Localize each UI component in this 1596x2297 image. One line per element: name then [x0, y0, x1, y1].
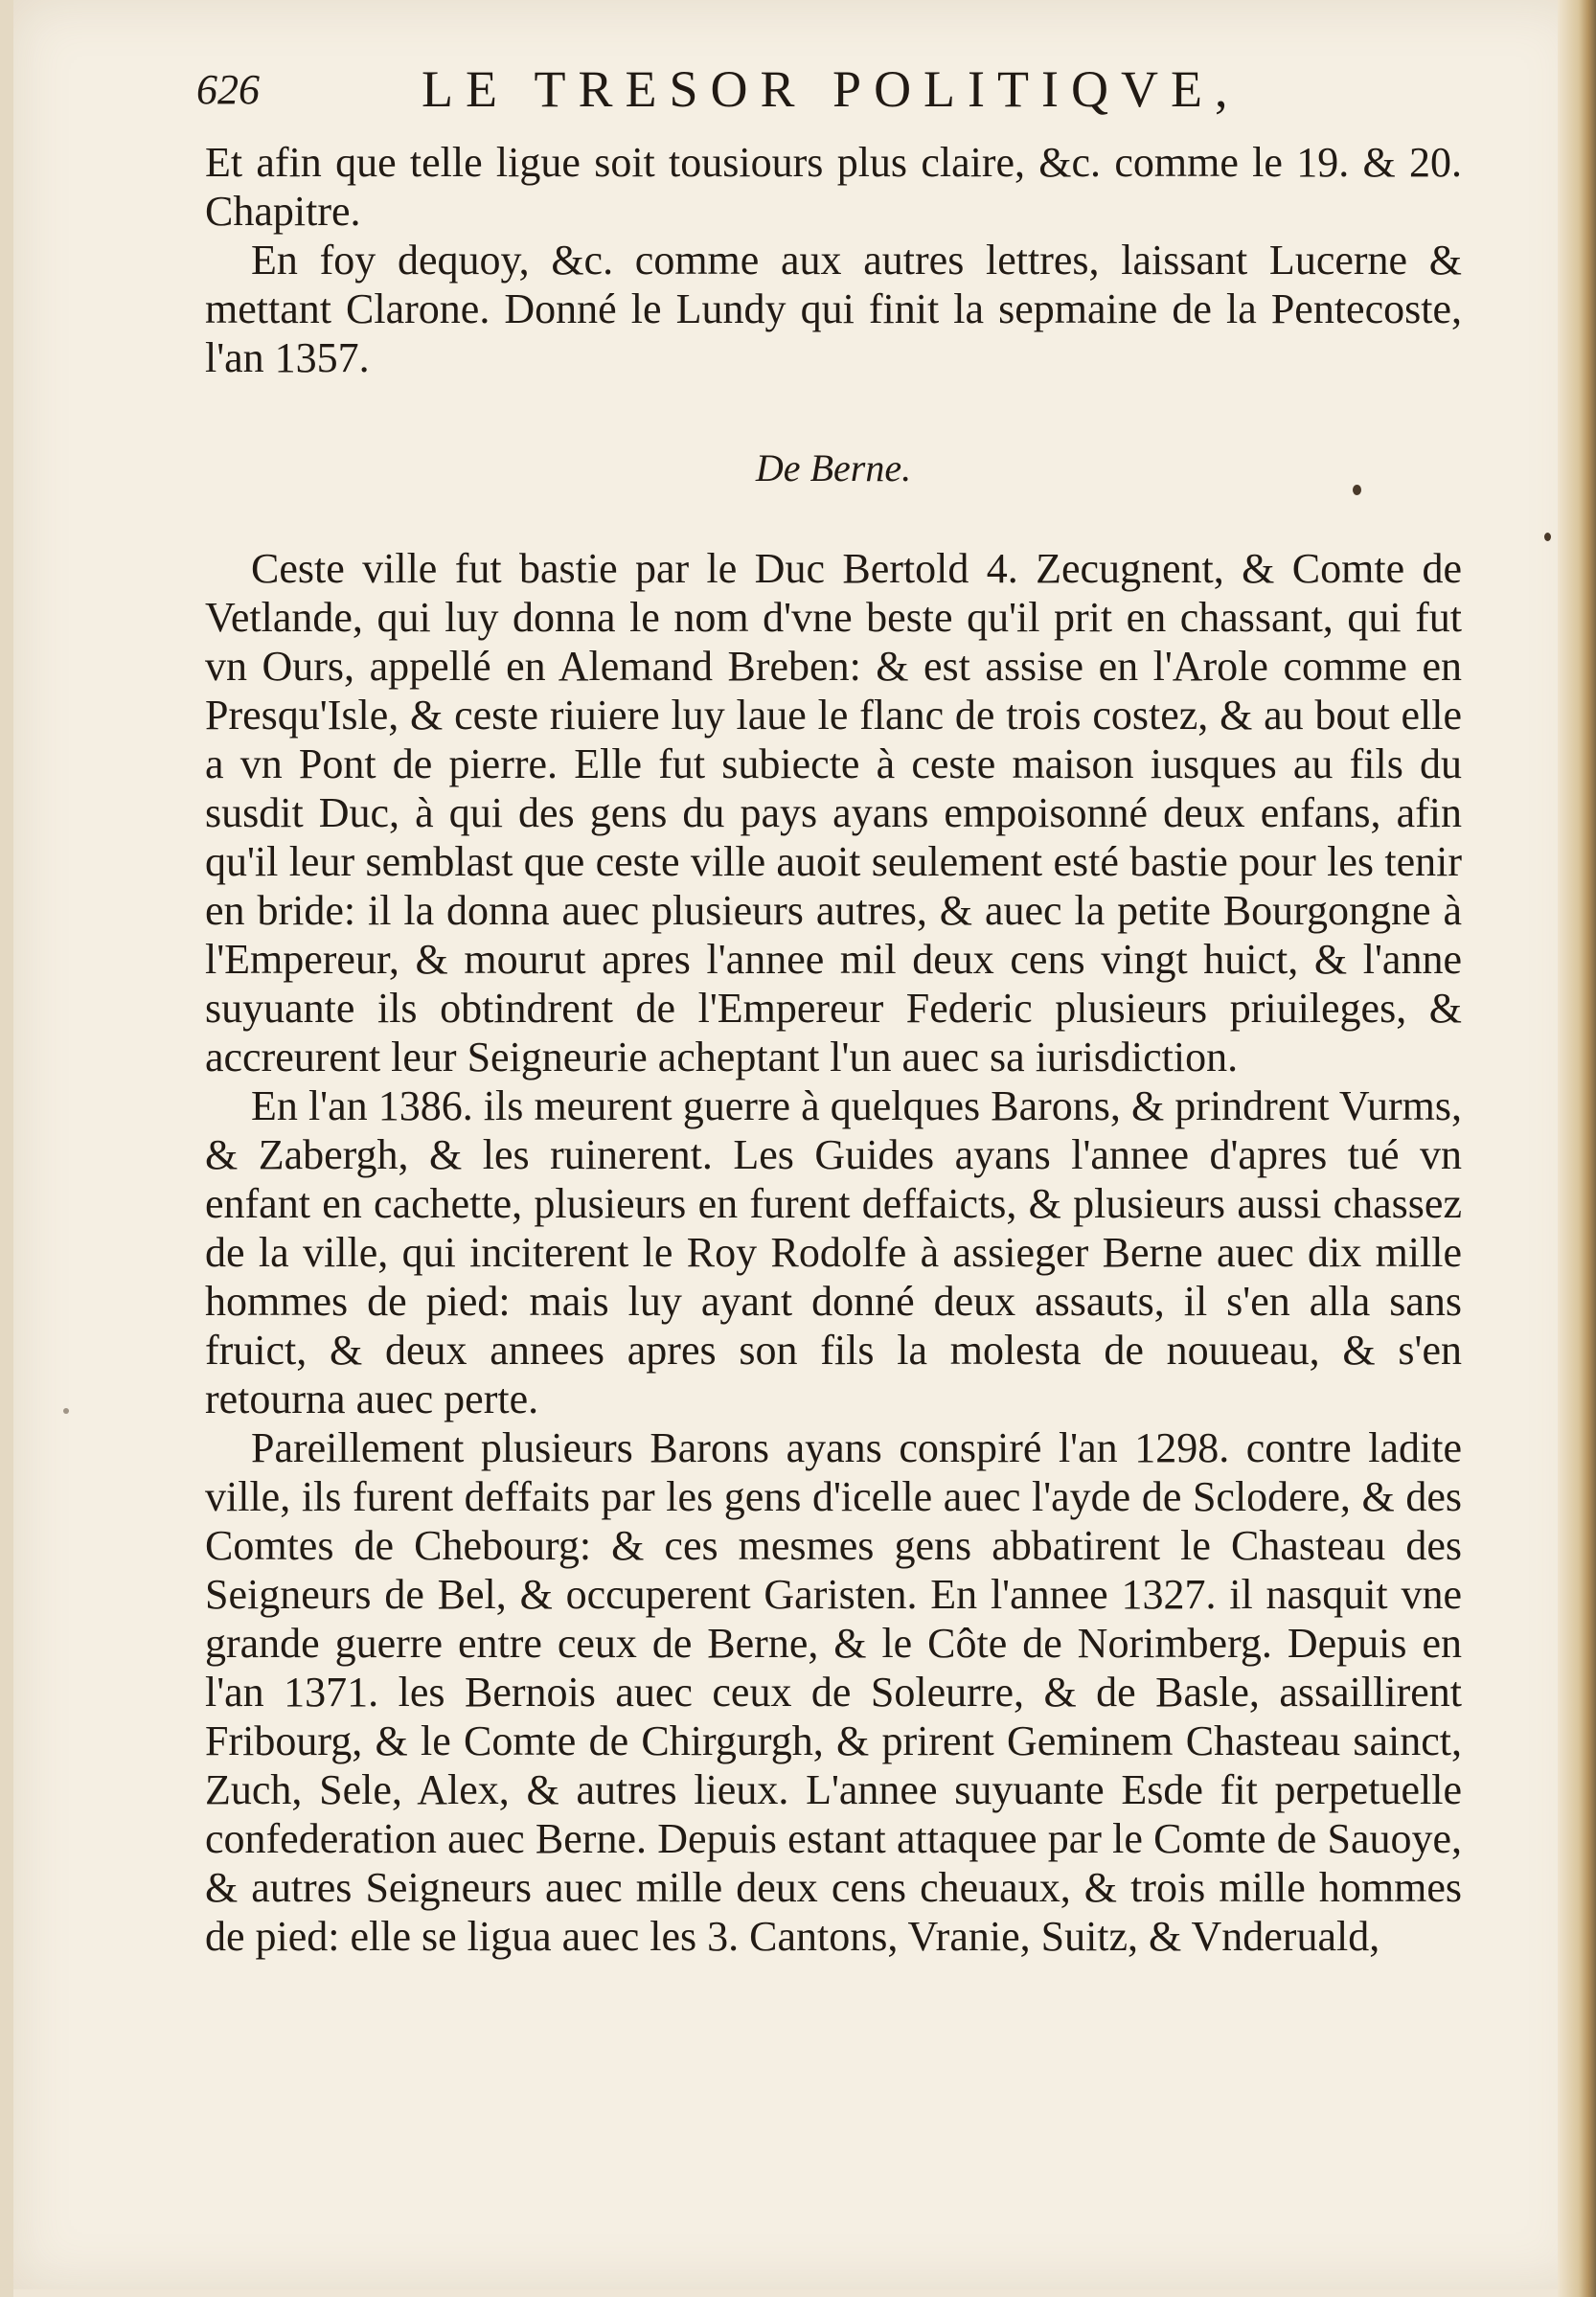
page-edge	[1558, 0, 1596, 2297]
text-block-top	[205, 138, 1462, 382]
paragraph: Ceste ville fut bastie par le Duc Bertold 4. Zecugnent, & Comte de Vetlande, qui luy donna le nom d'vne beste qu'il prit en chassant, qui fut vn Ours, appellé en Alemand Breben: & est assise en l'Arole comme en Presqu'Isle, & ceste riuiere luy laue le flanc de trois costez, & au bout elle a vn Pont de pierre. Elle fut subiecte à ceste maison iusques au fils du susdit Duc, à qui des gens du pays ayans empoisonné deux enfans, afin qu'il leur semblast que ceste ville auoit seulement esté bastie pour les tenir en bride: il la donna auec plusieurs autres, & auec la petite Bourgongne à l'Empereur, & mourut apres l'annee mil deux cens vingt huict, & l'anne suyuante ils obtindrent de l'Empereur Federic plusieurs priuileges, & accreurent leur Seigneurie acheptant l'un auec sa iurisdiction.	[205, 545, 1462, 1080]
page-header	[196, 59, 1308, 126]
ink-spot	[1353, 485, 1361, 495]
paragraph: Pareillement plusieurs Barons ayans conspiré l'an 1298. contre ladite ville, ils furent deffaits par les gens d'icelle auec l'ayde de Sclodere, & des Comtes de Chebourg: & ces mesmes gens abbatirent le Chasteau des Seigneurs de Bel, & occuperent Garisten. En l'annee 1327. il nasquit vne grande guerre entre ceux de Berne, & le Côte de Norimberg. Depuis en l'an 1371. les Bernois auec ceux de Soleurre, & de Basle, assaillirent Fribourg, & le Comte de Chirgurgh, & prirent Geminem Chasteau sainct, Zuch, Sele, Alex, & autres lieux. L'annee suyuante Esde fit perpetuelle confederation auec Berne. Depuis estant attaquee par le Comte de Sauoye, & autres Seigneurs auec mille deux cens cheuaux, & trois mille hommes de pied: elle se ligua auec les 3. Cantons, Vranie, Suitz, & Vnderuald,	[205, 1424, 1462, 1960]
text-block-berne	[205, 544, 1462, 1961]
paragraph: En l'an 1386. ils meurent guerre à quelques Barons, & prindrent Vurms, & Zabergh, & les ruinerent. Les Guides ayans l'annee d'apres tué vn enfant en cachette, plusieurs en furent deffaicts, & plusieurs aussi chassez de la ville, qui inciterent le Roy Rodolfe à assieger Berne auec dix mille hommes de pied: mais luy ayant donné deux assauts, il s'en alla sans fruict, & deux annees apres son fils la molesta de nouueau, & s'en retourna auec perte.	[205, 1082, 1462, 1422]
paragraph: Et afin que telle ligue soit tousiours plus claire, &c. comme le 19. & 20. Chapitre.	[205, 139, 1462, 235]
book-gutter	[0, 0, 13, 2297]
ink-spot	[1544, 533, 1551, 541]
running-title: LE TRESOR POLITIQVE,	[422, 60, 1241, 118]
ink-spot	[63, 1408, 69, 1414]
page-number: 626	[196, 66, 260, 113]
paragraph: En foy dequoy, &c. comme aux autres lettres, laissant Lucerne & mettant Clarone. Donné le Lundy qui finit la sepmaine de la Pentecoste, l'an 1357.	[205, 237, 1462, 381]
section-heading: De Berne.	[755, 446, 912, 489]
